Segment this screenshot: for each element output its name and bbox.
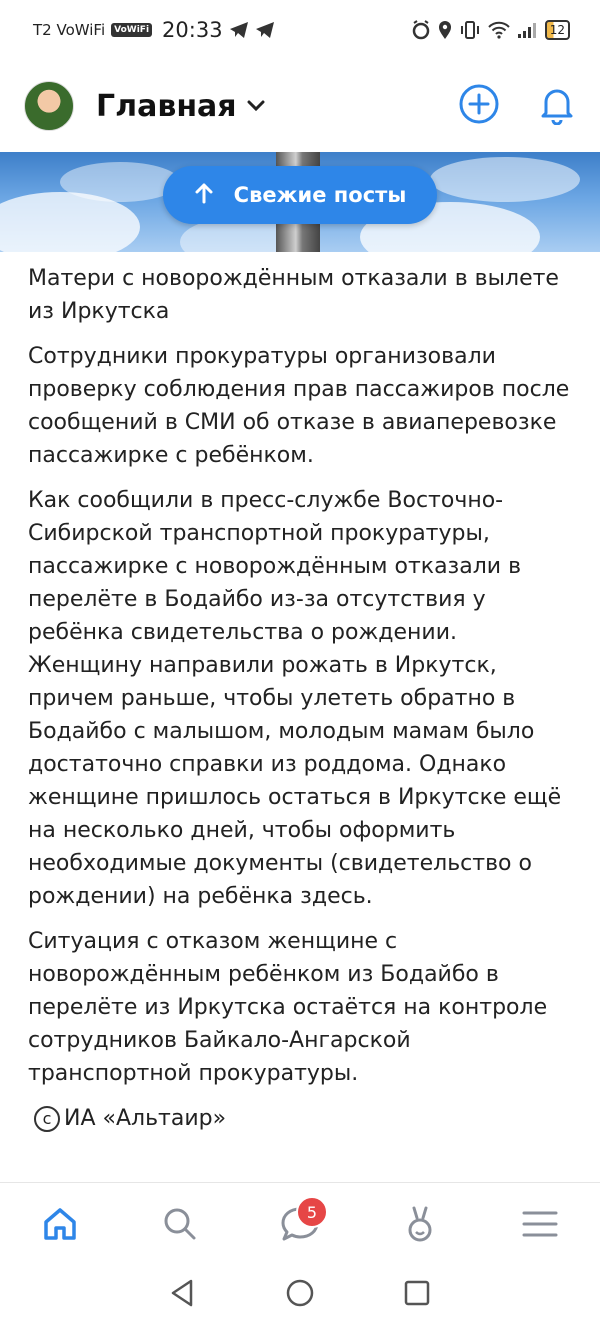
post-text bbox=[28, 262, 576, 1135]
tab-search[interactable] bbox=[150, 1194, 210, 1254]
bottom-tab-bar bbox=[0, 1182, 600, 1265]
tab-messages[interactable] bbox=[270, 1194, 330, 1254]
home-circle-icon bbox=[285, 1278, 315, 1308]
signal-icon bbox=[517, 21, 539, 39]
menu-icon bbox=[520, 1204, 560, 1244]
copyright-icon: c bbox=[34, 1106, 60, 1132]
home-icon bbox=[40, 1204, 80, 1244]
battery-indicator: 12 bbox=[545, 20, 570, 40]
add-post-button[interactable] bbox=[458, 83, 500, 129]
messages-badge: 5 bbox=[296, 1196, 328, 1228]
wifi-icon bbox=[487, 20, 511, 40]
tab-home[interactable] bbox=[30, 1194, 90, 1254]
home-system-button[interactable] bbox=[285, 1278, 315, 1312]
status-right bbox=[411, 20, 570, 40]
post-headline: Матери с новорождённым отказали в вылете из Иркутска bbox=[28, 266, 559, 324]
header-actions bbox=[458, 83, 576, 129]
back-button[interactable] bbox=[169, 1278, 197, 1312]
tab-clips[interactable] bbox=[390, 1194, 450, 1254]
plus-circle-icon bbox=[458, 83, 500, 125]
app-header bbox=[0, 70, 600, 142]
back-triangle-icon bbox=[169, 1278, 197, 1308]
tab-menu[interactable] bbox=[510, 1194, 570, 1254]
telegram-icon bbox=[229, 21, 249, 39]
post-paragraph: Ситуация с отказом женщине с новорождённым ребёнком из Бодайбо в перелёте из Иркутска остаётся на контроле сотрудников Байкало-Ангарской транспортной прокуратуры. bbox=[28, 929, 548, 1086]
recents-square-icon bbox=[403, 1279, 431, 1307]
clock: 20:33 bbox=[162, 18, 223, 42]
feed-selector[interactable] bbox=[96, 89, 265, 124]
search-icon bbox=[160, 1204, 200, 1244]
clips-icon bbox=[400, 1204, 440, 1244]
location-icon bbox=[437, 20, 453, 40]
system-nav-bar bbox=[0, 1264, 600, 1326]
fresh-posts-label: Свежие посты bbox=[233, 183, 407, 207]
vibrate-icon bbox=[459, 20, 481, 40]
fresh-posts-button[interactable] bbox=[163, 166, 437, 224]
alarm-icon bbox=[411, 20, 431, 40]
chevron-down-icon bbox=[247, 97, 265, 116]
page-title: Главная bbox=[96, 88, 237, 124]
avatar[interactable] bbox=[24, 81, 74, 131]
post-source bbox=[34, 1102, 576, 1135]
status-bar bbox=[0, 0, 600, 60]
bell-icon bbox=[538, 83, 576, 125]
source-label: ИА «Альтаир» bbox=[64, 1106, 227, 1131]
status-left bbox=[33, 18, 275, 42]
recents-button[interactable] bbox=[403, 1279, 431, 1311]
post-paragraph: Как сообщили в пресс-службе Восточно-Сибирской транспортной прокуратуры, пассажирке с новорождённым отказали в перелёте в Бодайбо из-за отсутствия у ребёнка свидетельства о рождении. Женщину направили рожать в Иркутск, причем раньше, чтобы улететь обратно в Бодайбо с малышом, молодым мамам было достаточно справки из роддома. Однако женщине пришлось остаться в Иркутске ещё на несколько дней, чтобы оформить необходимые документы (свидетельство о рождении) на ребёнка здесь. bbox=[28, 488, 562, 909]
arrow-up-icon bbox=[194, 182, 214, 209]
post-paragraph: Сотрудники прокуратуры организовали проверку соблюдения прав пассажиров после сообщений в СМИ об отказе в авиаперевозке пассажирке с ребёнком. bbox=[28, 344, 570, 468]
vowifi-badge: VoWiFi bbox=[111, 23, 152, 37]
telegram-icon-2 bbox=[255, 21, 275, 39]
notifications-button[interactable] bbox=[538, 83, 576, 129]
carrier-label: T2 VoWiFi bbox=[33, 21, 106, 39]
